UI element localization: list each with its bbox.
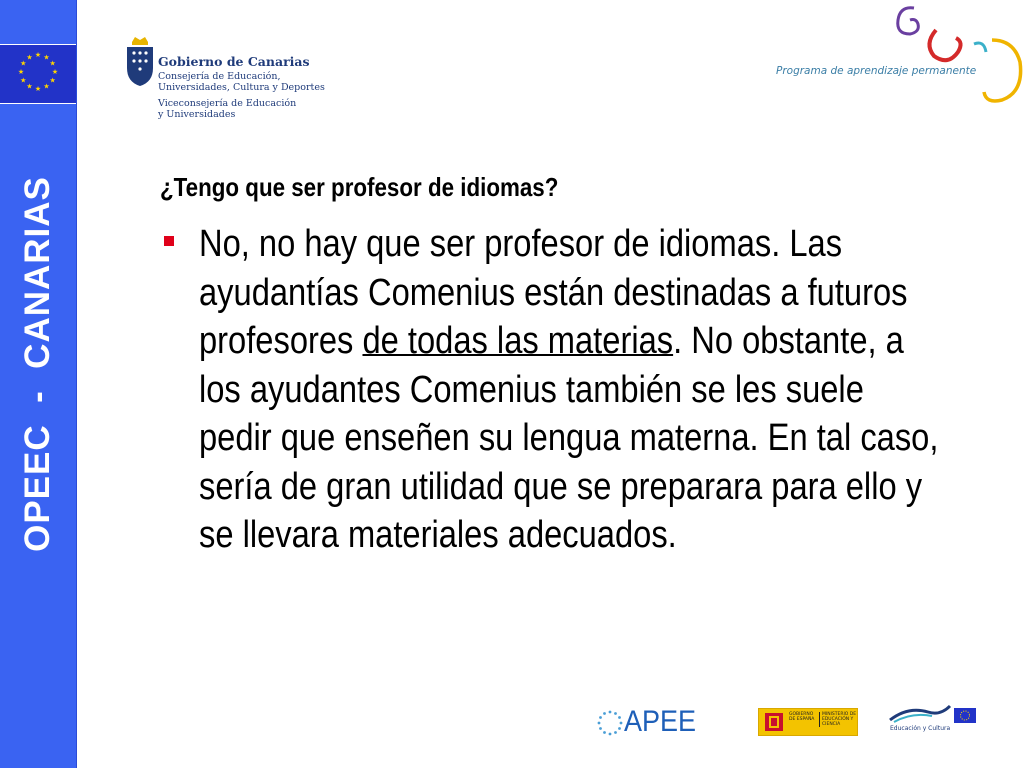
bullet-underlined-text: de todas las materias: [362, 320, 674, 362]
svg-text:★: ★: [26, 54, 33, 62]
spain-shield-icon: [763, 711, 785, 733]
svg-text:★: ★: [20, 60, 27, 68]
svg-text:★: ★: [20, 77, 27, 85]
svg-text:★: ★: [34, 52, 42, 59]
gov-logo-consejeria: Consejería de Educación, Universidades, Cultura y Deportes: [158, 71, 325, 93]
apee-logo: [596, 705, 726, 741]
bullet-marker: [164, 236, 174, 246]
svg-text:★: ★: [51, 69, 59, 76]
bullet-text-part1: No, no hay que ser profesor de idiomas. Las ayudantías Comenius están destinadas a futuros profesores: [199, 223, 908, 362]
gobierno-canarias-logo: [124, 34, 354, 124]
educacion-cultura-logo: [888, 700, 980, 736]
svg-text:★: ★: [49, 77, 56, 85]
apee-logo-text: APEE: [624, 705, 697, 738]
svg-text:★: ★: [34, 86, 42, 93]
bullet-text-part2: . No obstante, a los ayudantes Comenius también se les suele pedir que enseñen su lengua materna. En tal caso, sería de gran utilidad que se preparara para ello y se llevara materiales adecuados.: [199, 320, 939, 556]
svg-text:★: ★: [26, 83, 33, 91]
bullet-paragraph: [199, 220, 939, 560]
eu-flag-small-icon: [954, 708, 976, 723]
svg-text:★: ★: [17, 69, 25, 76]
ministerio-logo: [758, 708, 858, 736]
slide-heading: ¿Tengo que ser profesor de idiomas?: [160, 172, 559, 202]
programa-aprendizaje-logo: [774, 0, 1024, 110]
sidebar-vertical-title: OPEEC - CANARIAS: [18, 176, 57, 552]
swirl-logo-icon: [874, 0, 1024, 110]
gov-logo-name: Gobierno de Canarias: [158, 54, 310, 69]
wave-swoosh-icon: [888, 702, 952, 726]
svg-text:★: ★: [49, 60, 56, 68]
programa-logo-text: Programa de aprendizaje permanente: [776, 65, 977, 77]
star-ring-icon: [596, 709, 624, 737]
svg-text:★: ★: [43, 54, 50, 62]
ministerio-name-text: MINISTERIO DE EDUCACIÓN Y CIENCIA: [819, 712, 858, 727]
sidebar-band: [0, 0, 77, 768]
eu-flag-icon: [0, 44, 76, 104]
educacion-cultura-text: Educación y Cultura: [890, 725, 951, 732]
svg-text:★: ★: [43, 83, 50, 91]
gov-logo-viceconsejeria: Viceconsejería de Educación y Universidades: [158, 98, 297, 120]
coat-of-arms-icon: [124, 34, 156, 88]
ministerio-gobierno-text: GOBIERNO DE ESPAÑA: [789, 712, 815, 722]
